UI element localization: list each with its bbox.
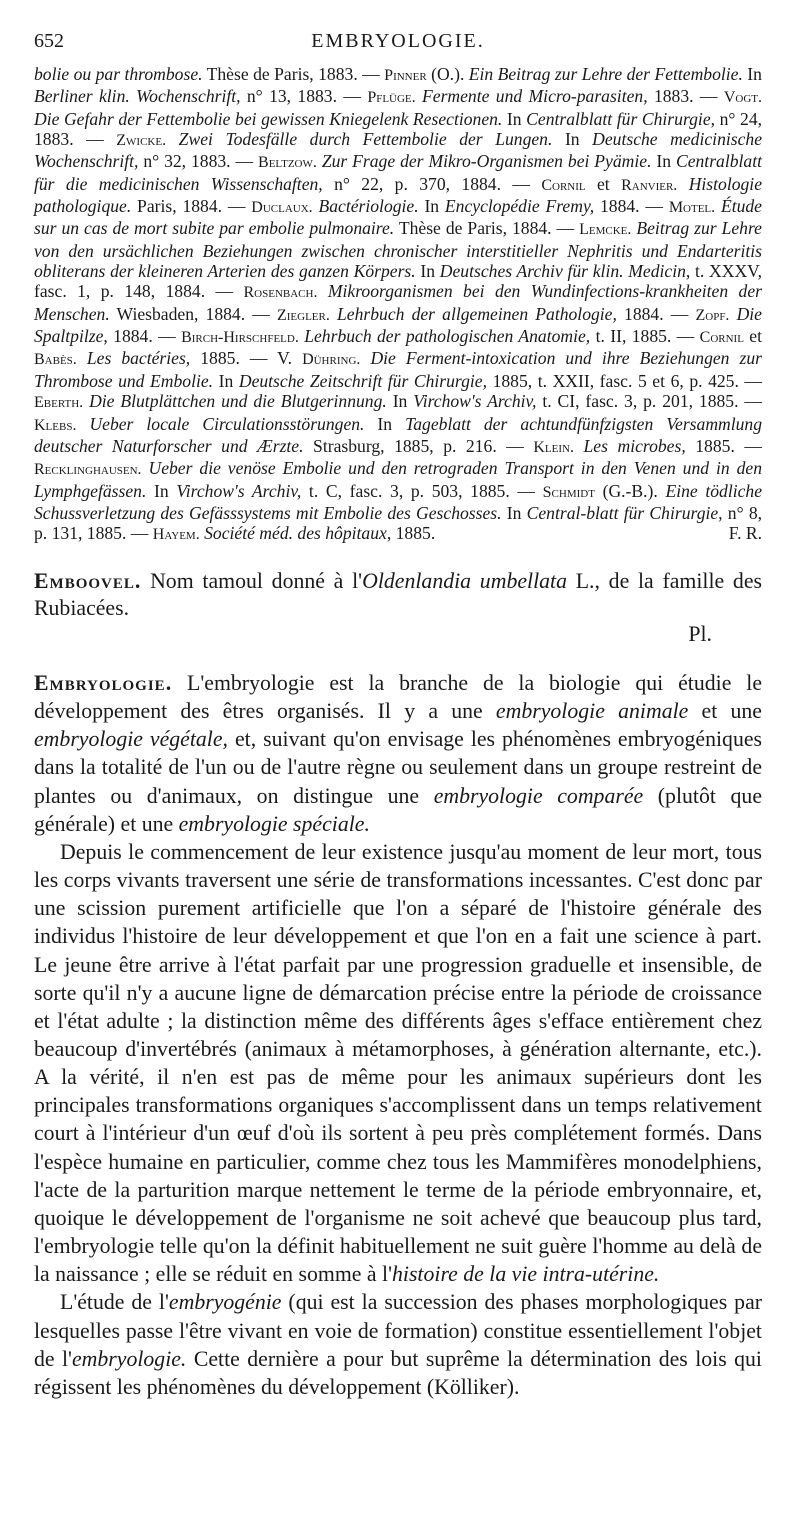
- entry-signature: Pl.: [688, 622, 712, 647]
- ref-text: n° 22, p. 370, 1884. —: [322, 173, 542, 194]
- entry-emboovel: [34, 568, 762, 649]
- title-ref: Deutsche medicinische Wochenschrift,: [34, 129, 763, 172]
- author-name: Babès.: [34, 351, 77, 369]
- title-ref: Société méd. des hôpitaux,: [204, 523, 392, 544]
- title-ref: Étude sur un cas de mort subite par embolie pulmonaire.: [34, 196, 762, 239]
- ref-text: et: [743, 326, 763, 347]
- author-name: Recklinghausen.: [34, 461, 142, 479]
- running-title: EMBRYOLOGIE.: [311, 30, 485, 52]
- ref-text: In: [502, 108, 527, 129]
- author-name: Birch-Hirschfeld.: [181, 329, 299, 347]
- ref-text: 1883. —: [647, 86, 724, 107]
- title-ref: Tageblatt der achtundfünfzigsten Versammlung deutscher Naturforscher und Ærzte.: [34, 413, 763, 456]
- ref-text: n° 13, 1883. —: [240, 86, 368, 107]
- ref-text: (G.-B.).: [594, 480, 666, 501]
- title-ref: Centralblatt für die medicinischen Wissenschaften,: [34, 151, 762, 194]
- ref-text: In: [418, 196, 445, 217]
- title-ref: Ueber locale Circulationsstörungen.: [89, 413, 365, 434]
- ref-text: 1884. —: [594, 196, 669, 217]
- ref-text: In: [364, 413, 406, 434]
- paragraph-text: et, suivant qu'on envisage les phénomènes embryogéniques dans la totalité de l'un ou de l'autre règne ou seulement dans un groupe restreint de plantes ou d'animaux, on distingue une: [34, 727, 763, 808]
- ref-text: t. C, fasc. 3, p. 503, 1885. —: [301, 480, 543, 501]
- ref-text: n° 32, 1883. —: [138, 151, 259, 172]
- ref-text: Thèse de Paris, 1884. —: [394, 218, 580, 239]
- embryologie-paragraph-1: [34, 669, 762, 838]
- title-ref: Les microbes,: [583, 435, 686, 456]
- ref-text: Paris, 1884. —: [131, 196, 252, 217]
- author-name: Zopf.: [695, 306, 730, 324]
- ref-text: Thèse de Paris, 1883. —: [202, 64, 385, 84]
- entry-headword: Embryologie.: [34, 670, 173, 695]
- ref-text: In: [386, 391, 414, 412]
- title-ref: Ueber die venöse Embolie und den retrograden Transport in den Venen und in den Lymphgefässen.: [34, 458, 762, 501]
- author-name: Eberth.: [34, 394, 84, 412]
- author-name: Motel.: [668, 199, 716, 217]
- author-name: Cornil: [699, 329, 744, 347]
- ref-text: t. II, 1885. —: [590, 326, 700, 347]
- title-ref: Virchow's Archiv,: [413, 391, 537, 412]
- paragraph-italic: embryologie spéciale.: [178, 811, 370, 836]
- entry-headword: Emboovel.: [34, 568, 142, 593]
- ref-text: [166, 129, 179, 149]
- author-name: Vogt.: [723, 89, 763, 107]
- ref-text: [77, 348, 87, 368]
- ref-text: [360, 348, 370, 368]
- title-ref: Histologie pathologique.: [34, 173, 763, 217]
- bibliography-block: [34, 64, 762, 546]
- title-ref: Lehrbuch der allgemeinen Pathologie,: [337, 303, 617, 324]
- title-ref: Mikroorganismen bei den Wundinfections-krankheiten der Menschen.: [34, 281, 762, 324]
- author-name: Cornil: [541, 176, 586, 194]
- author-name: Beltzow.: [258, 154, 317, 172]
- author-name: Ranvier.: [621, 176, 678, 194]
- author-name: Hayem.: [152, 526, 200, 544]
- ref-text: Strasburg, 1885, p. 216. —: [303, 435, 534, 456]
- author-name: Klein.: [533, 438, 574, 456]
- title-ref: Eine tödliche Schussverletzung des Gefässsystems mit Embolie des Geschosses.: [34, 480, 763, 523]
- ref-text: 1885, t. XXII, fasc. 5 et 6, p. 425. —: [487, 370, 763, 391]
- author-name: Pinner: [384, 67, 427, 84]
- paragraph-text: L'embryologie est la branche de la biologie qui étudie le développement des êtres organisés. Il y a une: [34, 670, 762, 724]
- title-ref: Die Ferment-intoxication und ihre Beziehungen zur Thrombose und Embolie.: [34, 348, 762, 391]
- author-name: Schmidt: [542, 483, 595, 501]
- page: [34, 30, 762, 1401]
- paragraph-text: Depuis le commencement de leur existence jusqu'au moment de leur mort, tous les corps vivants traversent une série de transformations incessantes. C'est donc par une scission purement artificielle que l'on a séparé de l'histoire générale des individus l'histoire de leur développement et que l'on en a fait une science à part. Le jeune être arrive à l'état parfait par une progression graduelle et insensible, de sorte qu'il n'y a aucune ligne de démarcation précise entre la période de croissance et l'état adulte ; la distinction même des différents âges s'efface entièrement chez beaucoup d'invertébrés (animaux à métamorphoses, à génération alternante, etc.). A la vérité, il n'en est pas de même pour les animaux supérieurs dont les principales transformations organiques s'accomplissent dans un temps relativement court à l'intérieur d'un œuf d'où ils sortent à peu près complétement formés. Dans l'espèce humaine en particulier, comme chez tous les Mammifères monodelphiens, l'acte de la parturition marque nettement le terme de la période embryonnaire, et, quoique le développement de l'organisme ne soit achevé que beaucoup plus tard, l'embryologie telle qu'on la définit habituellement ne suit guère l'homme au delà de la naissance ; elle se réduit en somme à l': [34, 839, 762, 1287]
- ref-text: In: [501, 502, 527, 523]
- ref-text: n° 24, 1883. —: [34, 108, 763, 150]
- ref-text: [574, 436, 584, 456]
- author-name: Lemcke.: [579, 221, 632, 239]
- ref-text: [142, 458, 149, 478]
- ref-text: In: [552, 129, 593, 150]
- author-name: Ziegler.: [276, 306, 330, 324]
- ref-text: [677, 174, 688, 194]
- paragraph-italic: embryologie animale: [495, 699, 689, 724]
- title-ref: Fermente und Micro-parasiten,: [422, 86, 648, 107]
- page-header: [34, 30, 762, 54]
- title-ref: Die Gefahr der Fettembolie bei gewissen Kniegelenk Resectionen.: [34, 108, 503, 129]
- title-ref: Bactériologie.: [318, 196, 419, 217]
- paragraph-italic: embryologie comparée: [433, 783, 644, 808]
- ref-text: In: [651, 151, 676, 172]
- ref-text: t. CI, fasc. 3, p. 201, 1885. —: [536, 391, 762, 412]
- title-ref: Deutsches Archiv für klin. Medicin,: [439, 261, 691, 282]
- paragraph-italic: embryologie végétale,: [34, 727, 228, 752]
- paragraph-italic: embryogénie: [168, 1290, 282, 1315]
- title-ref: bolie ou par thrombose.: [34, 64, 203, 84]
- title-ref: Die Blutplättchen und die Blutgerinnung.: [89, 391, 387, 412]
- embryologie-paragraph-2: [34, 838, 762, 1289]
- author-name: Klebs.: [34, 416, 77, 434]
- title-ref: Lehrbuch der pathologischen Anatomie,: [304, 326, 591, 347]
- author-name: Zwicke.: [116, 132, 167, 150]
- paragraph-text: (qui est la succession des phases morphologiques par lesquelles passe l'être vivant en voie de formation) constitue essentiellement l'objet de l': [34, 1290, 762, 1371]
- ref-text: n° 8, p. 131, 1885. —: [34, 502, 763, 544]
- entry-italic: Oldenlandia umbellata: [362, 568, 567, 593]
- paragraph-text: L'étude de l': [60, 1290, 169, 1315]
- paragraph-text: (plutôt que générale) et une: [34, 783, 762, 836]
- title-ref: Les bactéries,: [86, 348, 191, 369]
- title-ref: Encyclopédie Fremy,: [444, 196, 595, 217]
- title-ref: Ein Beitrag zur Lehre der Fettembolie.: [468, 64, 743, 84]
- entry-text: L., de la famille des Rubiacées.: [34, 568, 762, 621]
- author-name: Duclaux.: [251, 199, 313, 217]
- ref-text: [317, 281, 327, 301]
- ref-text: 1884. —: [107, 326, 182, 347]
- paragraph-italic: embryologie.: [71, 1346, 187, 1371]
- title-ref: Virchow's Archiv,: [176, 480, 302, 501]
- ref-text: [330, 304, 337, 324]
- ref-text: (O.).: [426, 64, 469, 84]
- ref-text: In: [742, 64, 762, 84]
- ref-text: In: [146, 480, 177, 501]
- title-ref: Centralblatt für Chirurgie,: [526, 108, 716, 129]
- ref-text: t. XXXV, fasc. 1, p. 148, 1884. —: [34, 261, 763, 302]
- embryologie-paragraph-3: [34, 1288, 762, 1401]
- ref-text: In: [213, 370, 239, 391]
- title-ref: Central-blatt für Chirurgie,: [526, 502, 723, 523]
- title-ref: Die Spaltpilze,: [34, 303, 762, 347]
- ref-text: 1885.: [391, 523, 436, 544]
- title-ref: Berliner klin. Wochenschrift,: [34, 86, 241, 107]
- ref-text: Wiesbaden, 1884. —: [109, 303, 277, 324]
- ref-text: In: [415, 261, 440, 282]
- ref-text: 1884. —: [616, 303, 696, 324]
- paragraph-text: Cette dernière a pour but suprême la détermination des lois qui régissent les phénomènes du développement (Kölliker).: [34, 1346, 762, 1399]
- title-ref: Zwei Todesfälle durch Fettembolie der Lungen.: [178, 129, 553, 150]
- title-ref: Deutsche Zeitschrift für Chirurgie,: [238, 370, 488, 391]
- author-name: Pflüge.: [367, 89, 416, 107]
- ref-text: 1885. — V.: [190, 348, 303, 369]
- title-ref: Zur Frage der Mikro-Organismen bei Pyämie.: [321, 151, 652, 172]
- title-ref: Beitrag zur Lehre von den ursächlichen Beziehungen zwischen chronischer interstitieller Nephritis und Endarteritis obliterans der kleineren Arterien des ganzen Körpers.: [34, 218, 762, 282]
- paragraph-italic: histoire de la vie intra-utérine.: [392, 1262, 660, 1287]
- author-name: Dühring.: [302, 351, 361, 369]
- ref-text: [76, 414, 89, 434]
- ref-text: et: [585, 173, 622, 194]
- page-number: 652: [34, 30, 64, 52]
- ref-text: [729, 304, 736, 324]
- entry-text: Nom tamoul donné à l': [141, 568, 363, 593]
- ref-text: 1885. —: [685, 435, 762, 456]
- bibliography-signature: F. R.: [728, 523, 762, 544]
- author-name: Rosenbach.: [243, 284, 318, 302]
- paragraph-text: et une: [688, 699, 762, 724]
